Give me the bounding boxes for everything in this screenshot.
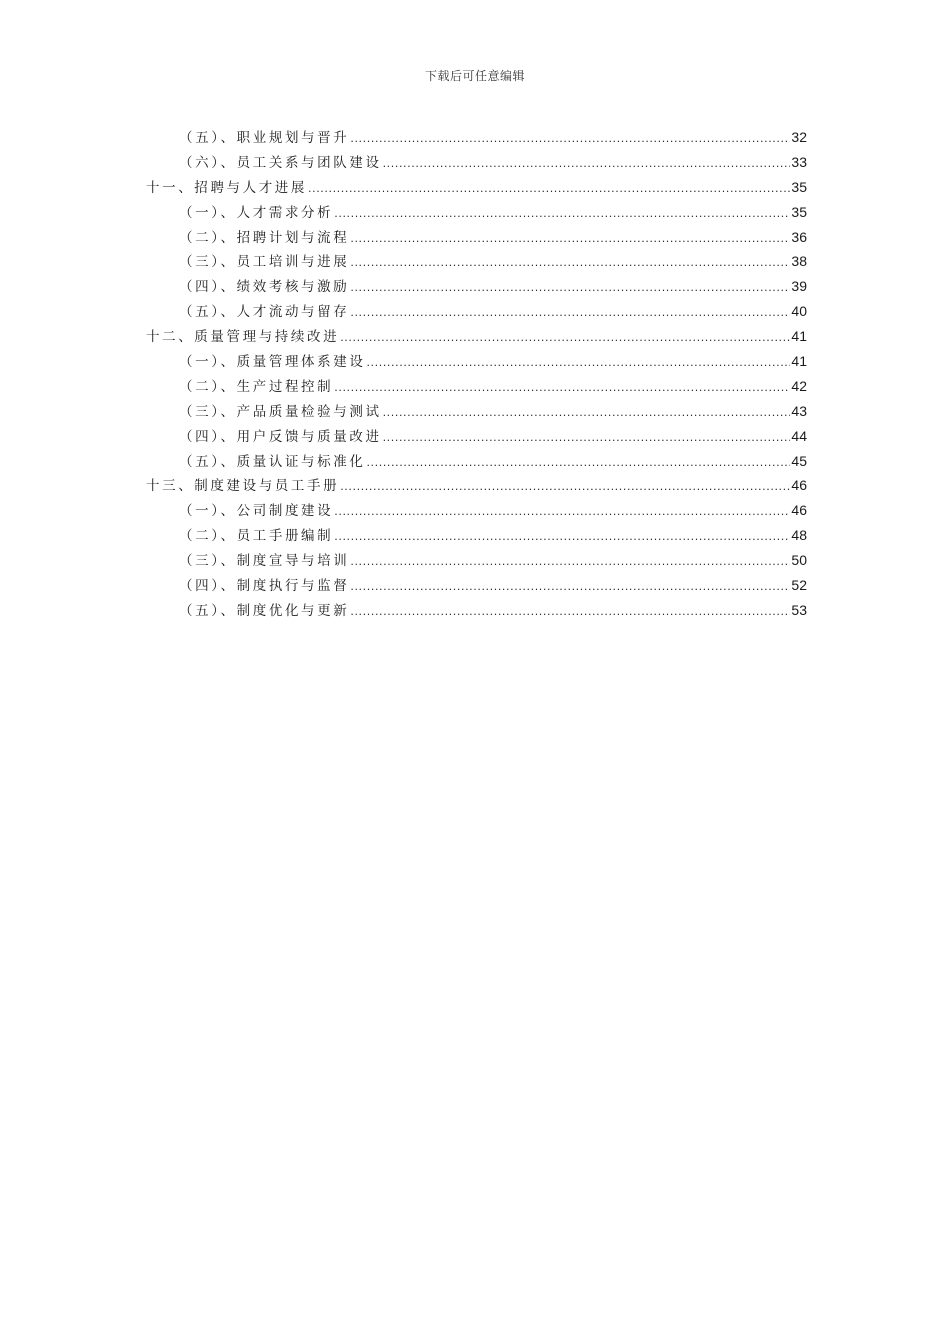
toc-entry[interactable] — [146, 548, 807, 573]
toc-entry-title: （四）、用户反馈与质量改进 — [179, 428, 382, 445]
toc-entry[interactable] — [146, 399, 807, 424]
toc-entry-title: （二）、员工手册编制 — [179, 528, 334, 545]
table-of-contents — [146, 125, 807, 623]
toc-dot-leader — [350, 550, 790, 575]
toc-page-number: 43 — [791, 402, 807, 419]
toc-dot-leader — [350, 301, 790, 326]
toc-entry-title: （一）、质量管理体系建设 — [179, 354, 366, 371]
toc-entry[interactable] — [146, 249, 807, 274]
toc-page-number: 38 — [791, 253, 807, 270]
toc-page-number: 46 — [791, 502, 807, 519]
toc-dot-leader — [334, 500, 790, 525]
toc-entry[interactable] — [146, 274, 807, 299]
toc-entry-title: （一）、人才需求分析 — [179, 204, 334, 221]
toc-page-number: 53 — [791, 601, 807, 618]
toc-entry-title: 十一、招聘与人才进展 — [146, 179, 307, 196]
toc-entry[interactable] — [146, 573, 807, 598]
toc-dot-leader — [350, 575, 790, 600]
toc-entry-title: （五）、制度优化与更新 — [179, 602, 350, 619]
toc-page-number: 36 — [791, 228, 807, 245]
toc-chapter-entry[interactable] — [146, 324, 807, 349]
toc-entry[interactable] — [146, 424, 807, 449]
toc-entry-title: （六）、员工关系与团队建设 — [179, 154, 382, 171]
toc-entry-title: （三）、产品质量检验与测试 — [179, 403, 382, 420]
toc-page-number: 44 — [791, 427, 807, 444]
toc-entry[interactable] — [146, 523, 807, 548]
toc-dot-leader — [383, 152, 791, 177]
toc-page-number: 32 — [791, 129, 807, 145]
toc-entry[interactable] — [146, 150, 807, 175]
toc-entry-title: （三）、员工培训与进展 — [179, 254, 350, 271]
toc-entry-title: （五）、职业规划与晋升 — [179, 130, 350, 146]
toc-page-number: 35 — [791, 203, 807, 220]
toc-dot-leader — [350, 276, 790, 301]
toc-page-number: 48 — [791, 527, 807, 544]
toc-entry[interactable] — [146, 498, 807, 523]
toc-page-number: 41 — [791, 328, 807, 345]
toc-entry-title: （四）、制度执行与监督 — [179, 578, 350, 595]
toc-entry[interactable] — [146, 598, 807, 623]
toc-dot-leader — [350, 251, 790, 276]
toc-entry-title: （五）、人才流动与留存 — [179, 304, 350, 321]
toc-entry-title: （五）、质量认证与标准化 — [179, 453, 366, 470]
toc-entry-title: （一）、公司制度建设 — [179, 503, 334, 520]
toc-entry-title: （二）、招聘计划与流程 — [179, 229, 350, 246]
page-header-note: 下载后可任意编辑 — [424, 69, 525, 83]
toc-page-number: 33 — [791, 153, 807, 170]
toc-page-number: 35 — [791, 178, 807, 195]
toc-dot-leader — [350, 227, 790, 252]
toc-dot-leader — [334, 202, 790, 227]
toc-page-number: 39 — [791, 278, 807, 295]
toc-page-number: 52 — [791, 577, 807, 594]
toc-dot-leader — [334, 376, 790, 401]
toc-dot-leader — [383, 401, 791, 426]
toc-entry-title: 十三、制度建设与员工手册 — [146, 478, 340, 495]
toc-dot-leader — [308, 177, 790, 202]
toc-dot-leader — [366, 351, 790, 376]
toc-page-number: 40 — [791, 303, 807, 320]
toc-dot-leader — [366, 451, 790, 476]
toc-entry[interactable] — [146, 200, 807, 225]
toc-entry[interactable] — [146, 374, 807, 399]
toc-entry-title: （三）、制度宣导与培训 — [179, 553, 350, 570]
toc-entry-title: （二）、生产过程控制 — [179, 378, 334, 395]
toc-dot-leader — [334, 525, 790, 550]
toc-chapter-entry[interactable] — [146, 175, 807, 200]
toc-entry[interactable] — [146, 349, 807, 374]
toc-dot-leader — [340, 326, 790, 351]
toc-page-number: 50 — [791, 552, 807, 569]
toc-page-number: 42 — [791, 377, 807, 394]
toc-dot-leader — [350, 127, 790, 152]
toc-dot-leader — [350, 600, 790, 625]
toc-entry-title: （四）、绩效考核与激励 — [179, 279, 350, 296]
toc-page-number: 41 — [791, 353, 807, 370]
toc-entry[interactable] — [146, 449, 807, 474]
toc-entry[interactable] — [146, 225, 807, 250]
toc-chapter-entry[interactable] — [146, 473, 807, 498]
toc-page-number: 46 — [791, 477, 807, 494]
toc-dot-leader — [383, 426, 791, 451]
toc-entry[interactable] — [146, 299, 807, 324]
toc-dot-leader — [340, 475, 790, 500]
toc-entry[interactable] — [146, 125, 807, 150]
toc-page-number: 45 — [791, 452, 807, 469]
toc-entry-title: 十二、质量管理与持续改进 — [146, 329, 340, 346]
